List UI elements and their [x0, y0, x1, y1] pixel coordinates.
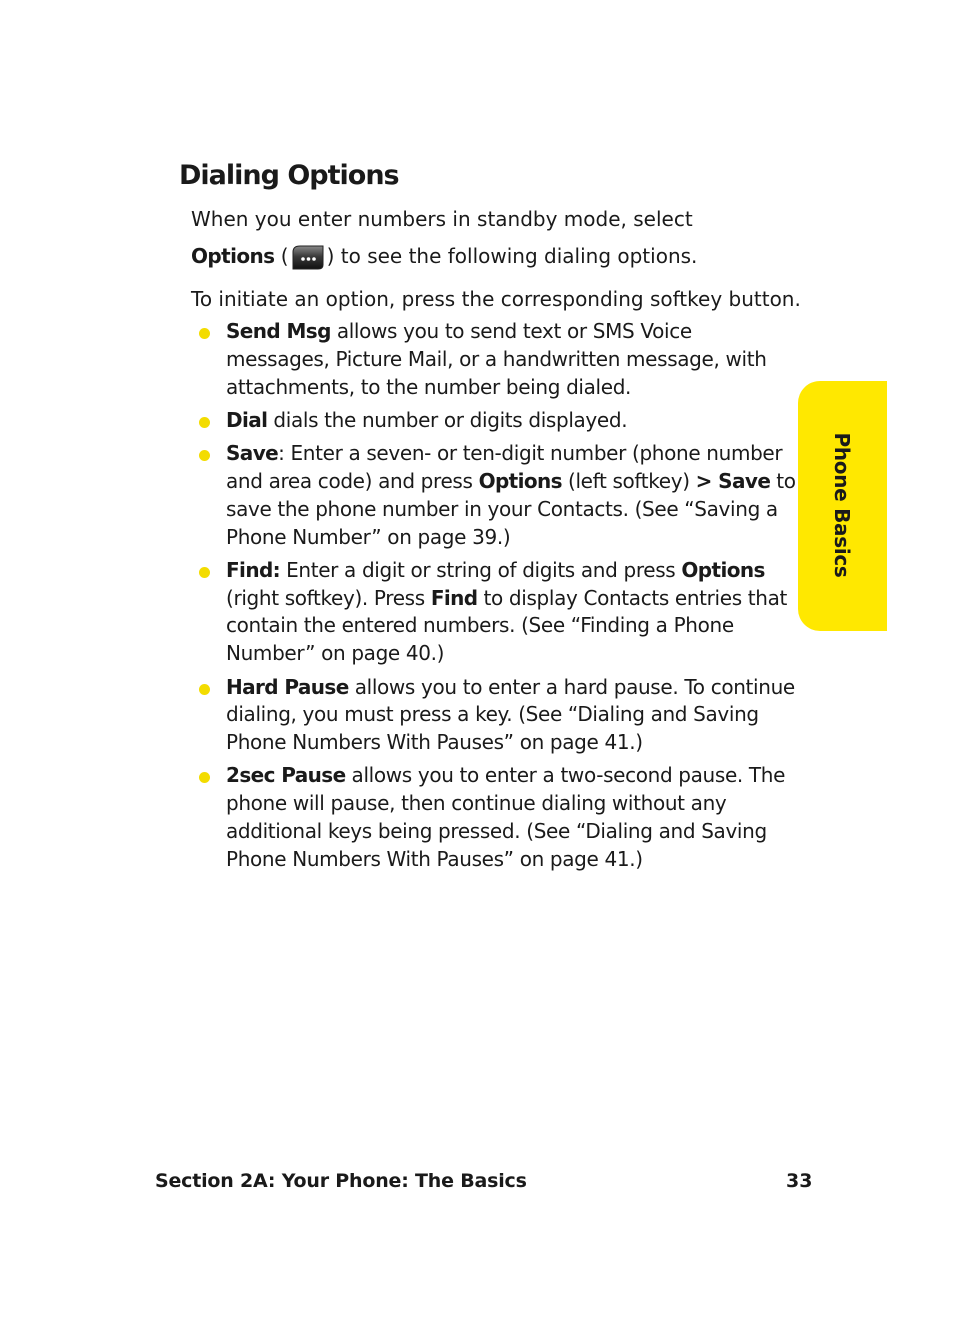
list-item-2sec-pause [226, 762, 796, 873]
bullet-text: (right softkey). Press [226, 585, 431, 610]
bullet-term: Dial [226, 407, 268, 432]
bullet-text: to display Contacts entries that contain the entered numbers. (See “Finding a Phone Number” on page 40.) [226, 585, 788, 666]
intro-line-2 [191, 242, 801, 271]
options-term: Options [191, 244, 275, 268]
bullet-dot-icon [199, 450, 210, 461]
bullet-dot-icon [199, 328, 210, 339]
bullet-term: Hard Pause [226, 674, 349, 699]
bullet-term: Find: [226, 557, 281, 582]
intro-line-3: To initiate an option, press the corresponding softkey button. [191, 287, 801, 311]
intro-line-2-rest: ) to see the following dialing options. [326, 244, 698, 268]
bullet-text: allows you to send text or SMS Voice messages, Picture Mail, or a handwritten message, with attachments, to the number being dialed. [226, 319, 767, 399]
bullet-term: Save [226, 441, 279, 466]
bullet-text: to save the phone number in your Contacts. (See “Saving a Phone Number” on page 39.) [226, 468, 796, 549]
footer-section-title: Section 2A: Your Phone: The Basics [155, 1170, 527, 1192]
page-heading: Dialing Options [179, 160, 399, 191]
bullet-term: Send Msg [226, 319, 331, 343]
bullet-text: (left softkey) [561, 468, 696, 493]
bullet-dot-icon [199, 684, 210, 695]
bullet-term-save: > Save [695, 468, 771, 493]
bullet-text: allows you to enter a two-second pause. The phone will pause, then continue dialing without any additional keys being pressed. (See “Dialing and Saving Phone Numbers With Pauses” on page 41.) [226, 763, 786, 871]
list-item-find [226, 557, 796, 668]
bullet-text: dials the number or digits displayed. [267, 407, 628, 432]
list-item-send-msg [226, 318, 796, 401]
bullet-term-find: Find [430, 585, 478, 610]
bullet-text: : Enter a seven- or ten-digit number (phone number and area code) and press [226, 441, 783, 493]
options-softkey-icon [290, 243, 326, 271]
list-item-hard-pause [226, 674, 796, 757]
intro-open-paren: ( [274, 244, 289, 268]
bullet-dot-icon [199, 772, 210, 783]
bullet-text: allows you to enter a hard pause. To continue dialing, you must press a key. (See “Dialing and Saving Phone Numbers With Pauses” on page 41.) [226, 674, 795, 755]
footer-page-number: 33 [786, 1170, 813, 1192]
bullet-text: Enter a digit or string of digits and press [280, 557, 682, 582]
bullet-term-options: Options [478, 468, 562, 493]
dialing-options-list [226, 318, 796, 879]
intro-line-1: When you enter numbers in standby mode, select [191, 207, 693, 231]
bullet-term-options: Options [681, 557, 765, 582]
bullet-term: 2sec Pause [226, 763, 346, 788]
list-item-dial [226, 407, 796, 435]
section-side-tab-label: Phone Basics [830, 432, 854, 578]
bullet-dot-icon [199, 417, 210, 428]
list-item-save [226, 440, 796, 551]
bullet-dot-icon [199, 567, 210, 578]
